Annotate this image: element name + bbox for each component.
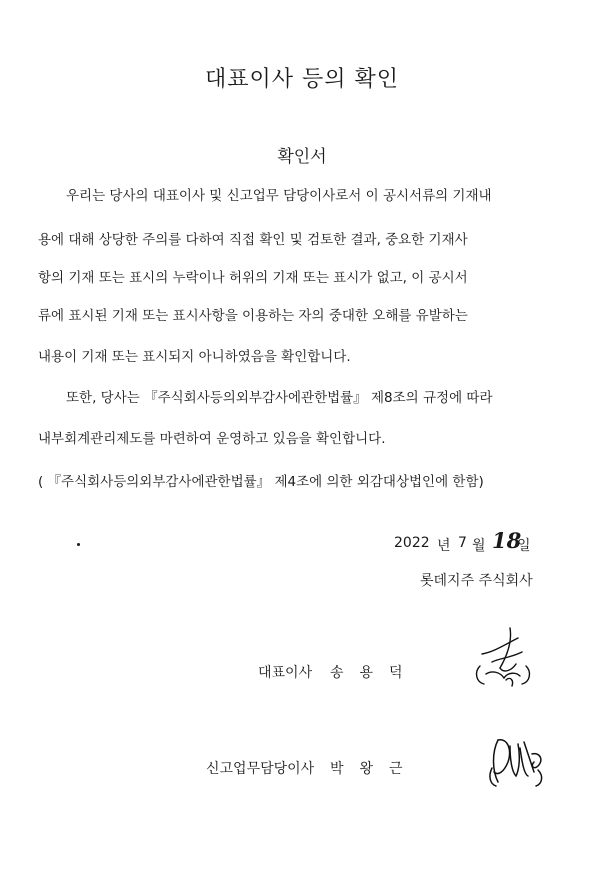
date-year: 2022 bbox=[394, 535, 430, 551]
stray-dot bbox=[77, 543, 80, 546]
document-title: 대표이사 등의 확인 bbox=[204, 67, 399, 92]
date-month: 7 bbox=[458, 535, 467, 551]
body-line: 용에 대해 상당한 주의를 다하여 직접 확인 및 검토한 결과, 중요한 기재사 bbox=[38, 232, 468, 248]
ceo-name: 송용덕 bbox=[330, 665, 419, 681]
body-line: ( 『주식회사등의외부감사에관한법률』 제4조에 의한 외감대상법인에 한함) bbox=[38, 474, 484, 490]
date-day-handwritten: 18 bbox=[492, 528, 522, 553]
director-role-label: 신고업무담당이사 bbox=[206, 761, 315, 777]
body-line: 내부회계관리제도를 마련하여 운영하고 있음을 확인합니다. bbox=[38, 431, 386, 447]
body-line: 우리는 당사의 대표이사 및 신고업무 담당이사로서 이 공시서류의 기재내 bbox=[66, 188, 492, 204]
company-name: 롯데지주 주식회사 bbox=[420, 573, 533, 589]
director-signature-icon bbox=[484, 726, 548, 792]
body-line: 내용이 기재 또는 표시되지 아니하였음을 확인합니다. bbox=[38, 349, 351, 365]
document-subtitle: 확인서 bbox=[277, 147, 327, 167]
body-line: 류에 표시된 기재 또는 표시사항을 이용하는 자의 중대한 오해를 유발하는 bbox=[38, 308, 468, 324]
date-year-unit: 년 bbox=[437, 538, 451, 554]
date-month-unit: 월 bbox=[472, 538, 486, 554]
body-line: 또한, 당사는 『주식회사등의외부감사에관한법률』 제8조의 규정에 따라 bbox=[66, 390, 493, 406]
ceo-role-label: 대표이사 bbox=[258, 665, 313, 681]
director-name: 박왕근 bbox=[330, 761, 419, 777]
body-line: 항의 기재 또는 표시의 누락이나 허위의 기재 또는 표시가 없고, 이 공시서 bbox=[38, 270, 468, 286]
date-day-unit: 일 bbox=[517, 538, 531, 554]
ceo-signature-icon bbox=[470, 622, 536, 692]
